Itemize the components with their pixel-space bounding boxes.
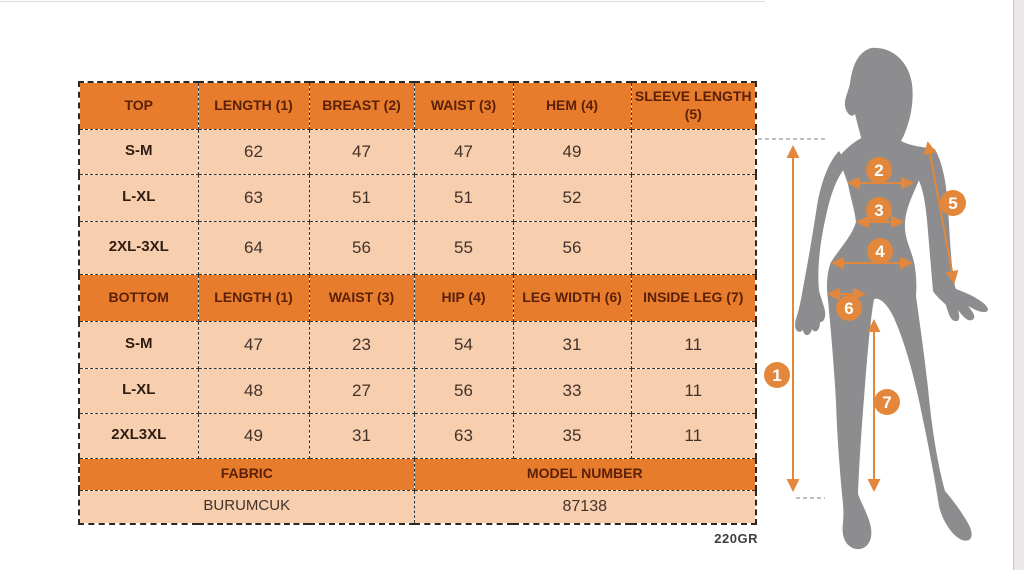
table-cell: 56: [513, 221, 631, 274]
table-cell: 54: [414, 321, 513, 368]
marker-label: 7: [882, 393, 892, 413]
table-row: [79, 221, 756, 274]
size-label: L-XL: [79, 174, 198, 221]
table-cell: [631, 129, 756, 174]
marker-2: [866, 157, 892, 183]
size-chart-table: [78, 81, 757, 525]
marker-label: 3: [874, 201, 884, 221]
silhouette-head: [845, 48, 913, 150]
table-cell: 64: [198, 221, 309, 274]
table-cell: 31: [309, 413, 414, 458]
table-cell: 33: [513, 368, 631, 413]
marker-7: [874, 389, 900, 415]
column-header-inside-leg: INSIDE LEG (7): [631, 274, 756, 321]
table-cell: [631, 221, 756, 274]
size-label: 2XL3XL: [79, 413, 198, 458]
table-cell: 49: [198, 413, 309, 458]
table-cell: 56: [414, 368, 513, 413]
table-cell: 11: [631, 413, 756, 458]
measurement-figure: [758, 0, 1024, 570]
column-header-length: LENGTH (1): [198, 274, 309, 321]
marker-4: [867, 238, 893, 264]
table-cell: 51: [414, 174, 513, 221]
bottom-header-row: [79, 274, 756, 321]
table-cell: 49: [513, 129, 631, 174]
table-cell: 48: [198, 368, 309, 413]
fabric-value: BURUMCUK: [79, 490, 414, 524]
marker-5: [940, 190, 966, 216]
marker-label: 1: [772, 366, 782, 386]
table-row: [79, 174, 756, 221]
fabric-header: FABRIC: [79, 458, 414, 490]
weight-label: 220GR: [714, 531, 758, 546]
silhouette-right-arm: [918, 148, 988, 321]
marker-1: [764, 362, 790, 388]
column-header-hem: HEM (4): [513, 82, 631, 129]
marker-label: 6: [844, 299, 854, 319]
table-row: [79, 368, 756, 413]
table-row: [79, 321, 756, 368]
model-number-header: MODEL NUMBER: [414, 458, 756, 490]
table-cell: 62: [198, 129, 309, 174]
table-cell: 27: [309, 368, 414, 413]
top-header-row: [79, 82, 756, 129]
model-number-value: 87138: [414, 490, 756, 524]
info-value-row: [79, 490, 756, 524]
table-cell: 47: [309, 129, 414, 174]
table-cell: [631, 174, 756, 221]
table-row: [79, 129, 756, 174]
size-label: S-M: [79, 321, 198, 368]
column-header-sleeve-length: SLEEVE LENGTH (5): [631, 82, 756, 129]
column-header-leg-width: LEG WIDTH (6): [513, 274, 631, 321]
table-cell: 63: [198, 174, 309, 221]
table-cell: 47: [198, 321, 309, 368]
photo-top-edge: [0, 1, 765, 2]
table-cell: 56: [309, 221, 414, 274]
column-header-top: TOP: [79, 82, 198, 129]
marker-label: 5: [948, 194, 958, 214]
table-cell: 47: [414, 129, 513, 174]
table-cell: 55: [414, 221, 513, 274]
marker-3: [866, 197, 892, 223]
table-cell: 31: [513, 321, 631, 368]
info-header-row: [79, 458, 756, 490]
column-header-waist: WAIST (3): [309, 274, 414, 321]
right-edge-strip: [1013, 0, 1024, 570]
table-cell: 23: [309, 321, 414, 368]
table-cell: 51: [309, 174, 414, 221]
size-label: S-M: [79, 129, 198, 174]
column-header-waist: WAIST (3): [414, 82, 513, 129]
table-cell: 11: [631, 321, 756, 368]
column-header-hip: HIP (4): [414, 274, 513, 321]
table-cell: 52: [513, 174, 631, 221]
woman-silhouette: [795, 48, 988, 549]
marker-label: 4: [875, 242, 885, 262]
column-header-bottom: BOTTOM: [79, 274, 198, 321]
table-row: [79, 413, 756, 458]
size-label: 2XL-3XL: [79, 221, 198, 274]
table-cell: 63: [414, 413, 513, 458]
column-header-length: LENGTH (1): [198, 82, 309, 129]
marker-label: 2: [874, 161, 884, 181]
table-cell: 35: [513, 413, 631, 458]
marker-6: [836, 295, 862, 321]
column-header-breast: BREAST (2): [309, 82, 414, 129]
table-cell: 11: [631, 368, 756, 413]
size-label: L-XL: [79, 368, 198, 413]
